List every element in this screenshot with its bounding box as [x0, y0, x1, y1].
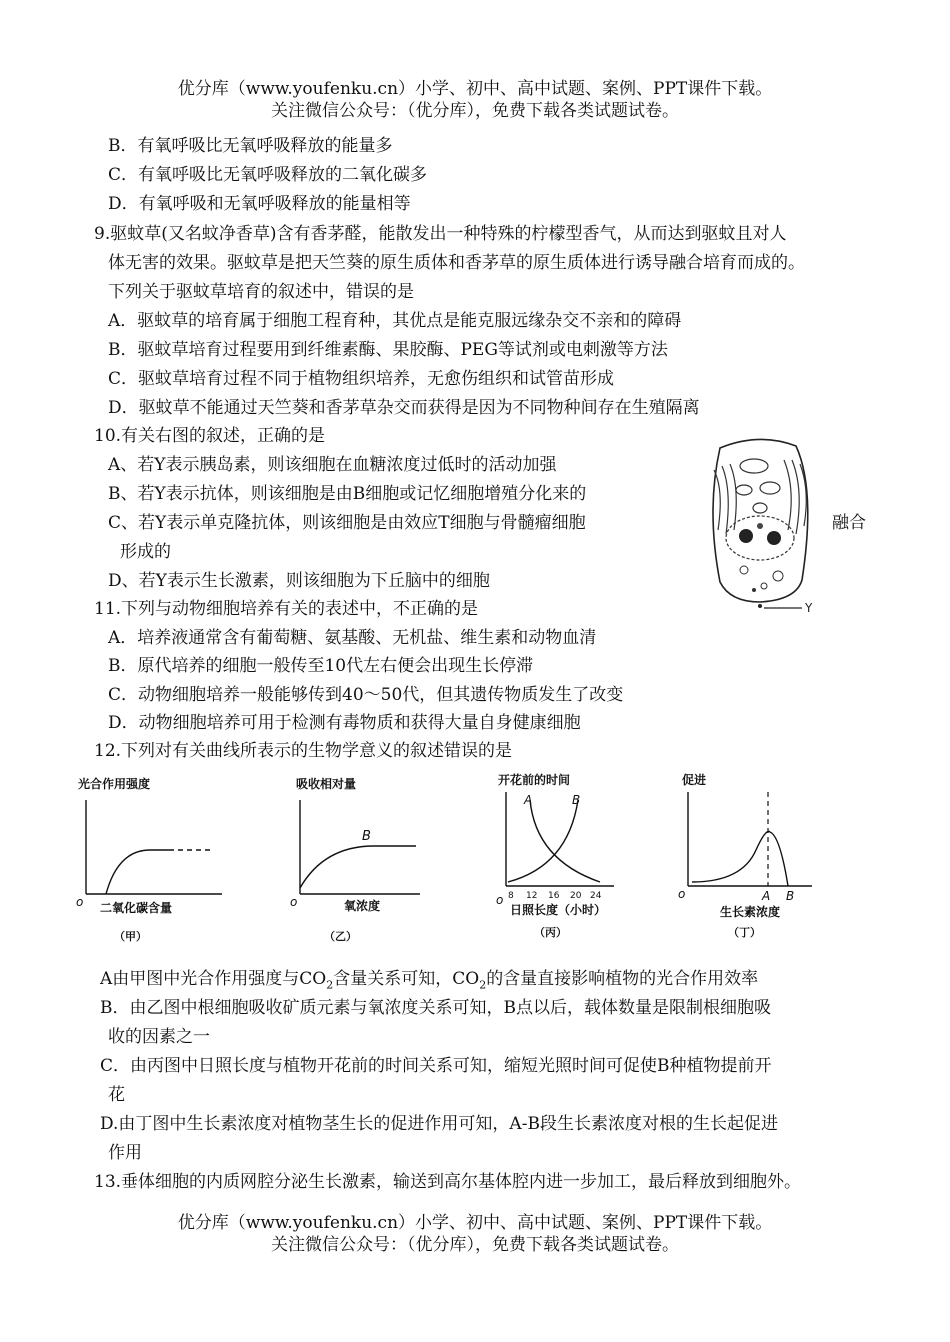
q12-option-a-sub2: 2 [479, 978, 487, 992]
q12-option-b-2: 收的因素之一 [108, 1027, 210, 1047]
q10-option-d: D、若Y表示生长激素，则该细胞为下丘脑中的细胞 [108, 571, 490, 591]
q12-option-b-1: B．由乙图中根细胞吸收矿质元素与氧浓度关系可知，B点以后，载体数量是限制根细胞吸 [100, 998, 771, 1018]
graph-yi-ylabel: 吸收相对量 [296, 777, 357, 791]
graph-bing-tick-12: 12 [526, 891, 538, 901]
q10-option-c-1: C、若Y表示单克隆抗体，则该细胞是由效应T细胞与骨髓瘤细胞 [108, 513, 586, 533]
graph-bing-xlabel: 日照长度（小时） [510, 903, 607, 917]
graph-bing-origin: o [496, 893, 504, 907]
q11-option-a: A．培养液通常含有葡萄糖、氨基酸、无机盐、维生素和动物血清 [108, 628, 597, 648]
q12-option-a-post: 的含量直接影响植物的光合作用效率 [486, 969, 759, 989]
graph-bing-curve-a: A [524, 793, 533, 807]
q9-option-b: B．驱蚊草培育过程要用到纤维素酶、果胶酶、PEG等试剂或电刺激等方法 [108, 340, 668, 360]
graph-bing-tick-20: 20 [570, 891, 582, 901]
q10-option-c-3: 形成的 [120, 542, 171, 562]
graph-bing-curve-b: B [572, 793, 581, 807]
q11-option-b: B．原代培养的细胞一般传至10代左右便会出现生长停滞 [108, 656, 534, 676]
graph-jia [70, 770, 230, 945]
graph-bing-tick-16: 16 [548, 891, 560, 901]
q12-option-a-sub1: 2 [326, 978, 334, 992]
graph-ding-xlabel: 生长素浓度 [720, 905, 781, 919]
q10-stem: 10.有关右图的叙述，正确的是 [94, 426, 326, 446]
graph-jia-xlabel: 二氧化碳含量 [100, 901, 173, 915]
q10-option-a: A、若Y表示胰岛素，则该细胞在血糖浓度过低时的活动加强 [108, 455, 557, 475]
q10-option-c-2: 融合 [832, 513, 866, 533]
graph-jia-ylabel: 光合作用强度 [78, 777, 151, 791]
q10-option-b: B、若Y表示抗体，则该细胞是由B细胞或记忆细胞增殖分化来的 [108, 484, 587, 504]
q8-option-d: D．有氧呼吸和无氧呼吸释放的能量相等 [108, 194, 411, 214]
q8-option-c: C．有氧呼吸比无氧呼吸释放的二氧化碳多 [108, 165, 428, 185]
graph-bing-tick-8: 8 [508, 891, 514, 901]
q9-option-a: A．驱蚊草的培育属于细胞工程育种，其优点是能克服远缘杂交不亲和的障碍 [108, 311, 682, 331]
graph-yi-point-b: B [362, 829, 371, 844]
graph-yi-caption: （乙） [324, 930, 357, 943]
q13-stem: 13.垂体细胞的内质网腔分泌生长激素，输送到高尔基体腔内进一步加工，最后释放到细胞外。 [94, 1172, 802, 1192]
q9-option-d: D．驱蚊草不能通过天竺葵和香茅草杂交而获得是因为不同物种间存在生殖隔离 [108, 398, 700, 418]
q12-option-d-2: 作用 [108, 1143, 142, 1163]
graph-jia-origin: o [76, 895, 84, 909]
graph-ding-caption: （丁） [728, 926, 761, 939]
graph-jia-caption: （甲） [114, 930, 147, 943]
q12-option-c-1: C．由丙图中日照长度与植物开花前的时间关系可知，缩短光照时间可促使B种植物提前开 [100, 1056, 772, 1076]
q11-option-d: D．动物细胞培养可用于检测有毒物质和获得大量自身健康细胞 [108, 713, 581, 733]
graph-bing-tick-24: 24 [590, 891, 602, 901]
q11-stem: 11.下列与动物细胞培养有关的表述中，不正确的是 [94, 599, 479, 619]
graph-bing-ylabel: 开花前的时间 [498, 773, 571, 787]
secretory-cell-figure [684, 430, 834, 615]
q12-option-a-mid: 含量关系可知，CO [333, 969, 480, 989]
graph-ding-point-b: B [786, 889, 795, 903]
footer-line-1: 优分库（www.youfenku.cn）小学、初中、高中试题、案例、PPT课件下载。 [177, 1213, 773, 1233]
header-line-1: 优分库（www.youfenku.cn）小学、初中、高中试题、案例、PPT课件下载。 [177, 79, 773, 99]
header-line-2: 关注微信公众号：（优分库），免费下载各类试题试卷。 [271, 101, 679, 121]
graph-yi-origin: o [290, 895, 298, 909]
graph-ding-point-a: A [762, 889, 771, 903]
q12-stem: 12.下列对有关曲线所表示的生物学意义的叙述错误的是 [94, 741, 513, 761]
q12-option-c-2: 花 [108, 1085, 125, 1105]
graph-yi [284, 770, 434, 945]
graph-bing [490, 770, 620, 945]
q9-stem-2: 体无害的效果。驱蚊草是把天竺葵的原生质体和香茅草的原生质体进行诱导融合培育而成的。 [108, 253, 805, 273]
q9-stem-1: 9.驱蚊草(又名蚊净香草)含有香茅醛，能散发出一种特殊的柠檬型香气，从而达到驱蚊且对人 [94, 224, 787, 244]
q9-option-c: C．驱蚊草培育过程不同于植物组织培养，无愈伤组织和试管苗形成 [108, 369, 615, 389]
q12-option-a-pre: A由甲图中光合作用强度与CO [100, 969, 327, 989]
graph-yi-xlabel: 氧浓度 [344, 899, 381, 913]
q12-option-d-1: D.由丁图中生长素浓度对植物茎生长的促进作用可知，A-B段生长素浓度对根的生长起促进 [100, 1114, 778, 1134]
cell-y-label: Y [805, 601, 813, 615]
q11-option-c: C．动物细胞培养一般能够传到40～50代，但其遗传物质发生了改变 [108, 685, 624, 705]
graph-ding [672, 770, 832, 945]
graph-bing-caption: （丙） [534, 926, 567, 939]
graph-ding-origin: o [678, 887, 686, 901]
q9-stem-3: 下列关于驱蚊草培育的叙述中，错误的是 [108, 282, 414, 302]
q8-option-b: B．有氧呼吸比无氧呼吸释放的能量多 [108, 136, 393, 156]
q12-option-a [100, 966, 758, 998]
graph-ding-ylabel: 促进 [682, 773, 707, 787]
footer-line-2: 关注微信公众号：（优分库），免费下载各类试题试卷。 [271, 1235, 679, 1255]
